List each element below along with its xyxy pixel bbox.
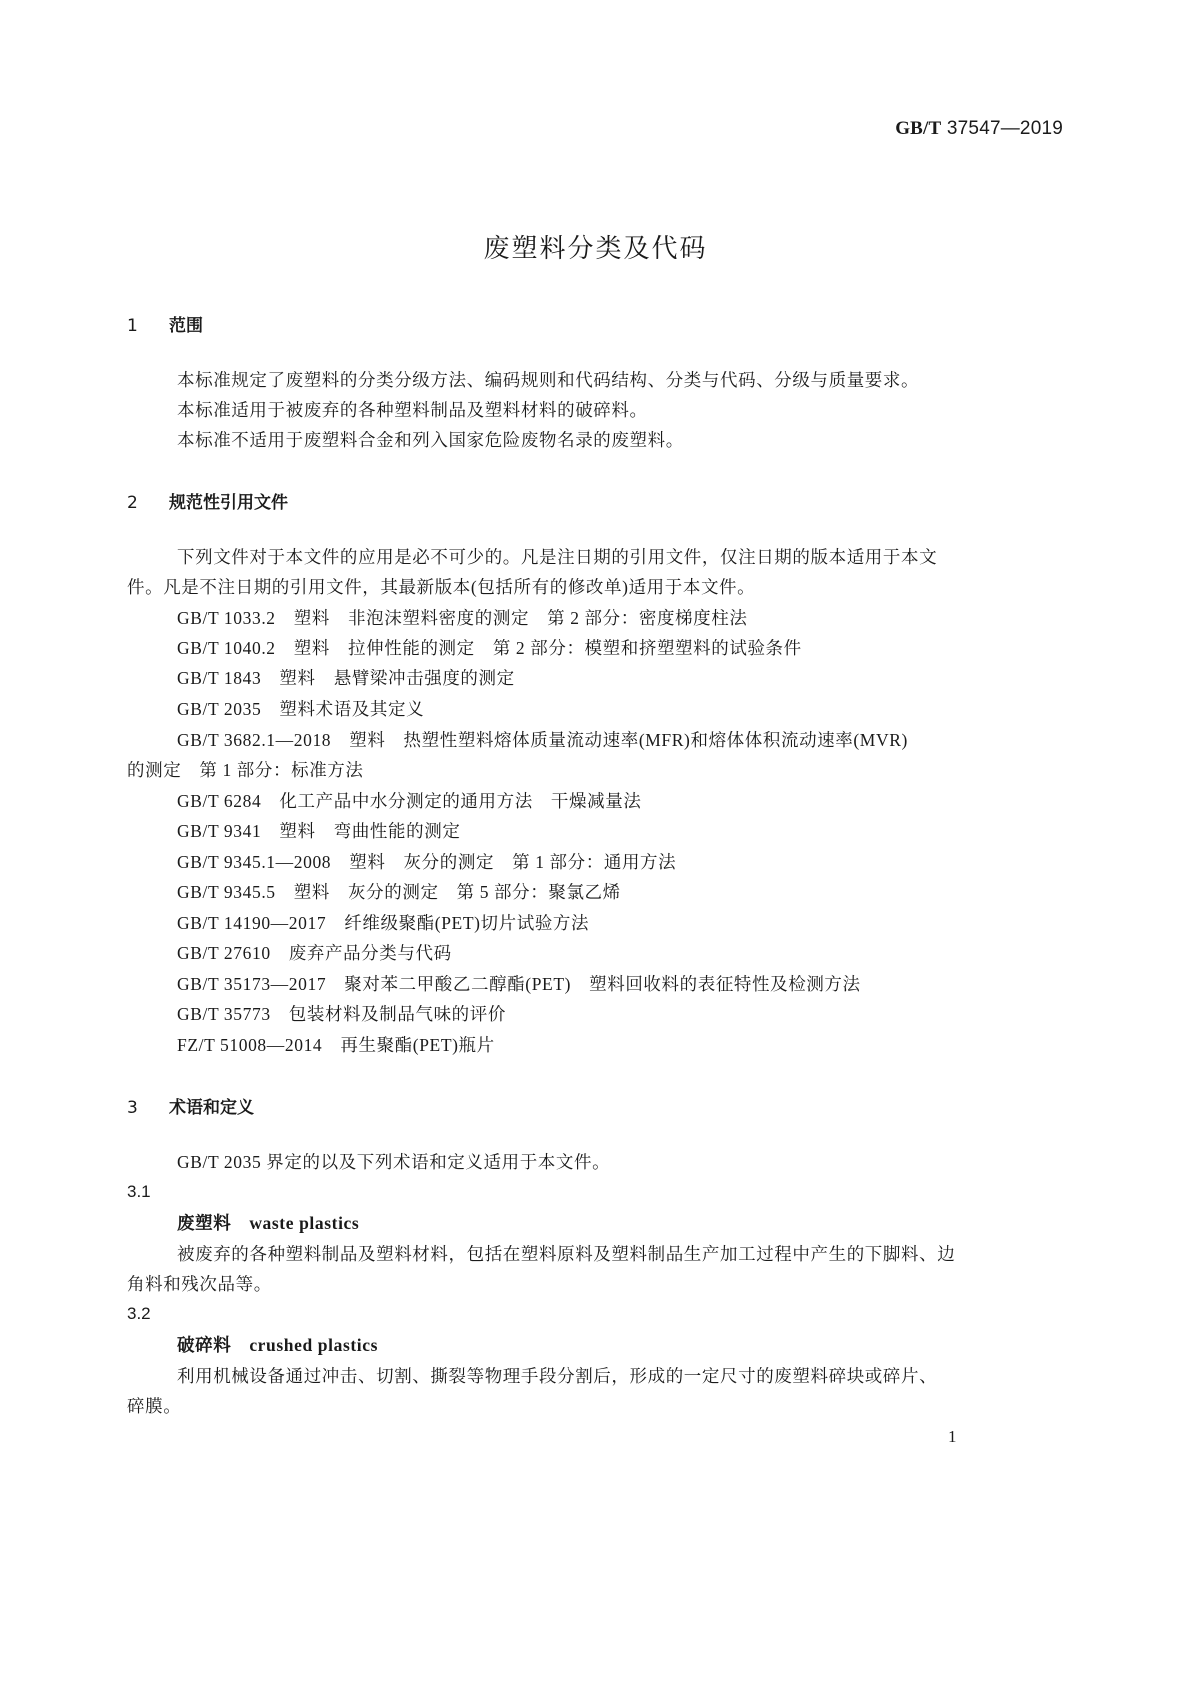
term-number: 3.1 (127, 1182, 151, 1201)
paragraph: 下列文件对于本文件的应用是必不可少的。凡是注日期的引用文件，仅注日期的版本适用于本文 (177, 547, 938, 567)
term-definition-continuation: 碎膜。 (127, 1396, 182, 1416)
reference-item: GB/T 14190—2017 纤维级聚酯(PET)切片试验方法 (177, 913, 590, 933)
reference-item: GB/T 35173—2017 聚对苯二甲酸乙二醇酯(PET) 塑料回收料的表征特性及检测方法 (177, 974, 861, 994)
reference-item: FZ/T 51008—2014 再生聚酯(PET)瓶片 (177, 1035, 495, 1055)
term-zh: 废塑料 (177, 1213, 232, 1233)
standard-number: 37547—2019 (946, 118, 1063, 139)
section-heading-scope: 1 范围 (127, 316, 203, 336)
document-title: 废塑料分类及代码 (483, 234, 708, 264)
paragraph: GB/T 2035 界定的以及下列术语和定义适用于本文件。 (177, 1152, 611, 1172)
term-entry-waste-plastics (127, 1212, 1063, 1234)
term-en: crushed plastics (249, 1335, 379, 1355)
paragraph: 本标准规定了废塑料的分类分级方法、编码规则和代码结构、分类与代码、分级与质量要求。 (177, 370, 920, 390)
reference-item: GB/T 9341 塑料 弯曲性能的测定 (177, 821, 461, 841)
section-heading-terms-definitions: 3 术语和定义 (127, 1098, 254, 1118)
reference-item-continuation: 的测定 第 1 部分：标准方法 (127, 760, 364, 780)
paragraph: 本标准适用于被废弃的各种塑料制品及塑料材料的破碎料。 (177, 400, 648, 420)
reference-item: GB/T 35773 包装材料及制品气味的评价 (177, 1004, 506, 1024)
section-heading-normative-references: 2 规范性引用文件 (127, 493, 288, 513)
term-entry-crushed-plastics (127, 1334, 1063, 1356)
reference-item: GB/T 9345.5 塑料 灰分的测定 第 5 部分：聚氯乙烯 (177, 882, 621, 902)
paragraph: 本标准不适用于废塑料合金和列入国家危险废物名录的废塑料。 (177, 430, 684, 450)
paragraph: 件。凡是不注日期的引用文件，其最新版本(包括所有的修改单)适用于本文件。 (127, 577, 756, 597)
term-definition: 被废弃的各种塑料制品及塑料材料，包括在塑料原料及塑料制品生产加工过程中产生的下脚料、边 (177, 1244, 956, 1264)
reference-item: GB/T 1033.2 塑料 非泡沫塑料密度的测定 第 2 部分：密度梯度柱法 (177, 608, 748, 628)
term-zh: 破碎料 (177, 1335, 232, 1355)
reference-item: GB/T 1040.2 塑料 拉伸性能的测定 第 2 部分：模塑和挤塑塑料的试验条件 (177, 638, 802, 658)
term-number: 3.2 (127, 1304, 151, 1323)
reference-item: GB/T 27610 废弃产品分类与代码 (177, 943, 452, 963)
term-definition-continuation: 角料和残次品等。 (127, 1274, 272, 1294)
page-number: 1 (948, 1427, 957, 1446)
reference-item: GB/T 1843 塑料 悬臂梁冲击强度的测定 (177, 668, 515, 688)
reference-item: GB/T 2035 塑料术语及其定义 (177, 699, 425, 719)
reference-item: GB/T 3682.1—2018 塑料 热塑性塑料熔体质量流动速率(MFR)和熔体体积流动速率(MVR) (177, 730, 908, 750)
reference-item: GB/T 9345.1—2008 塑料 灰分的测定 第 1 部分：通用方法 (177, 852, 677, 872)
term-definition: 利用机械设备通过冲击、切割、撕裂等物理手段分割后，形成的一定尺寸的废塑料碎块或碎片、 (177, 1366, 938, 1386)
reference-item: GB/T 6284 化工产品中水分测定的通用方法 干燥减量法 (177, 791, 642, 811)
term-en: waste plastics (249, 1213, 360, 1233)
standard-prefix: GB/T (895, 118, 942, 139)
standard-code (895, 118, 1063, 140)
